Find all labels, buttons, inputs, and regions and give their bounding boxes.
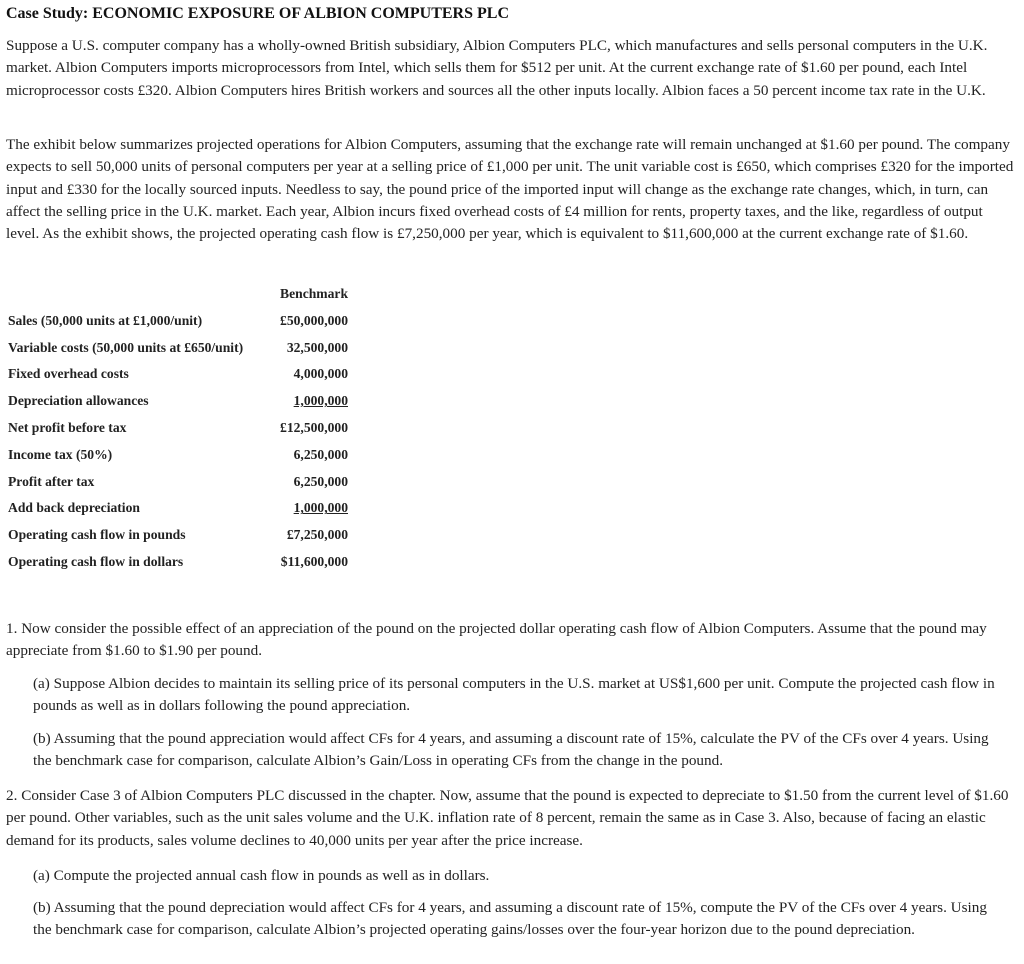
row-value: $11,600,000 xyxy=(280,553,348,569)
table-row xyxy=(8,496,348,523)
row-value: 4,000,000 xyxy=(293,366,348,382)
row-value: £50,000,000 xyxy=(280,312,348,328)
row-label: Variable costs (50,000 units at £650/unit) xyxy=(8,339,244,355)
row-label: Depreciation allowances xyxy=(8,393,149,409)
benchmark-table xyxy=(8,282,348,577)
row-value: 32,500,000 xyxy=(286,339,348,355)
row-label: Fixed overhead costs xyxy=(8,366,129,382)
table-row xyxy=(8,336,348,363)
question-1: 1. Now consider the possible effect of an appreciation of the pound on the projected dollar operating cash flow of Albion Computers. Assume that the pound may appreciate from $1.60 to $1.90 per pound. xyxy=(6,620,987,660)
row-label: Operating cash flow in dollars xyxy=(8,553,184,569)
question-1a: (a) Suppose Albion decides to maintain its selling price of its personal computers in the U.S. market at US$1,600 per unit. Compute the projected cash flow in pounds as well as in dollars following the pound appreciation. xyxy=(33,675,995,715)
row-label: Operating cash flow in pounds xyxy=(8,527,186,543)
table-row xyxy=(8,362,348,389)
row-value: £7,250,000 xyxy=(286,527,348,543)
question-1b: (b) Assuming that the pound appreciation would affect CFs for 4 years, and assuming a discount rate of 15%, calculate the PV of the CFs over 4 years. Using the benchmark case for comparison, calculate Albion’s Gain/Loss in operating CFs from the change in the pound. xyxy=(33,730,989,770)
intro-paragraph: Suppose a U.S. computer company has a wholly-owned British subsidiary, Albion Computers PLC, which manufactures and sells personal computers in the U.K. market. Albion Computers imports microprocessors from Intel, which sells them for $512 per unit. At the current exchange rate of $1.60 per pound, each Intel microprocessor costs £320. Albion Computers hires British workers and sources all the other inputs locally. Albion faces a 50 percent income tax rate in the U.K. xyxy=(6,37,988,99)
table-header-row xyxy=(8,282,348,309)
question-2: 2. Consider Case 3 of Albion Computers PLC discussed in the chapter. Now, assume that the pound is expected to depreciate to $1.50 from the current level of $1.60 per pound. Other variables, such as the unit sales volume and the U.K. inflation rate of 8 percent, remain the same as in Case 3. Also, because of facing an elastic demand for its products, sales volume declines to 40,000 units per year after the price increase. xyxy=(6,787,1009,849)
table-row xyxy=(8,550,348,577)
table-row xyxy=(8,309,348,336)
question-2a: (a) Compute the projected annual cash flow in pounds as well as in dollars. xyxy=(33,867,490,884)
table-row xyxy=(8,523,348,550)
question-2b: (b) Assuming that the pound depreciation would affect CFs for 4 years, and assuming a discount rate of 15%, compute the PV of the CFs over 4 years. Using the benchmark case for comparison, calculate Albion’s projected operating gains/losses over the four-year horizon due to the pound depreciation. xyxy=(33,899,987,939)
row-label: Net profit before tax xyxy=(8,419,127,435)
table-row xyxy=(8,443,348,470)
row-label: Sales (50,000 units at £1,000/unit) xyxy=(8,312,203,328)
table-row xyxy=(8,416,348,443)
row-label: Profit after tax xyxy=(8,473,95,489)
exhibit-paragraph: The exhibit below summarizes projected operations for Albion Computers, assuming that the exchange rate will remain unchanged at $1.60 per pound. The company expects to sell 50,000 units of personal computers per year at a selling price of £1,000 per unit. The unit variable cost is £650, which comprises £320 for the imported input and £330 for the locally sourced inputs. Needless to say, the pound price of the imported input will change as the exchange rate changes, which, in turn, can affect the selling price in the U.K. market. Each year, Albion incurs fixed overhead costs of £4 million for rents, property taxes, and the like, regardless of output level. As the exhibit shows, the projected operating cash flow is £7,250,000 per year, which is equivalent to $11,600,000 at the current exchange rate of $1.60. xyxy=(6,136,1014,243)
row-label: Income tax (50%) xyxy=(8,446,113,462)
column-header-benchmark: Benchmark xyxy=(280,286,348,301)
row-value: 1,000,000 xyxy=(293,393,348,409)
row-value: 6,250,000 xyxy=(293,473,348,489)
table-row xyxy=(8,389,348,416)
row-value: 1,000,000 xyxy=(293,500,348,516)
case-study-title: Case Study: ECONOMIC EXPOSURE OF ALBION COMPUTERS PLC xyxy=(6,5,510,22)
row-value: 6,250,000 xyxy=(293,446,348,462)
row-label: Add back depreciation xyxy=(8,500,140,516)
row-value: £12,500,000 xyxy=(280,419,348,435)
table-row xyxy=(8,470,348,497)
